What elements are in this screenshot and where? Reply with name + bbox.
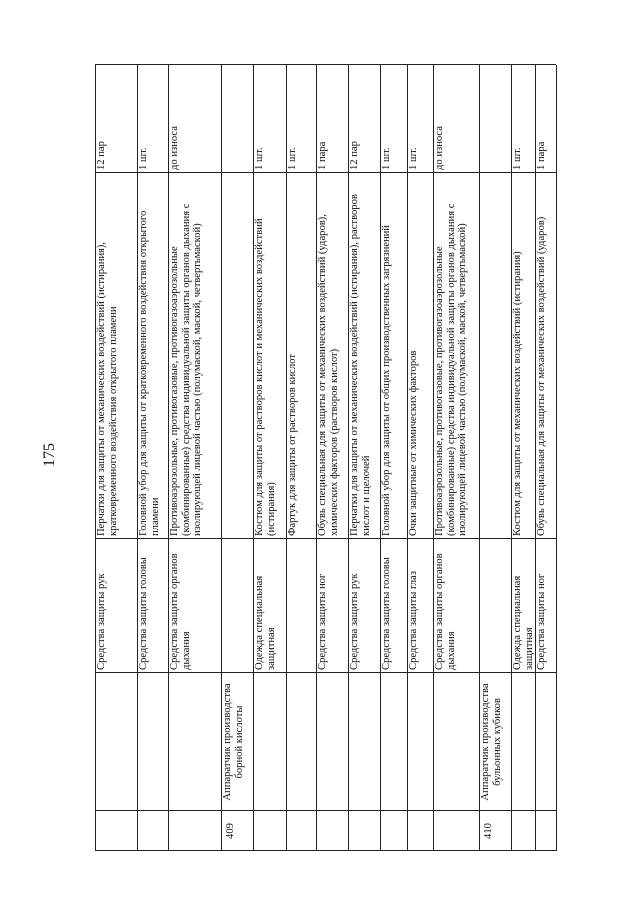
ppe-item-cell: Очки защитные от химических факторов xyxy=(408,350,419,536)
protection-type-cell: Одежда специальная защитная xyxy=(512,575,535,670)
profession-cell xyxy=(380,673,407,811)
profession-cell xyxy=(286,673,316,811)
ppe-item-cell: Костюм для защиты от механических воздействий (истирания) xyxy=(512,251,523,536)
ppe-item-cell: Обувь специальная для защиты от механических воздействий (ударов), химических факторов (растворов кислот) xyxy=(317,214,340,536)
ppe-item-cell: Перчатки для защиты от механических воздействий (истирания), кратковременного воздействия открытого пламени xyxy=(96,241,119,536)
row-number-cell xyxy=(95,811,137,851)
profession-cell xyxy=(433,673,479,811)
row-divider xyxy=(556,65,557,851)
quantity-cell xyxy=(479,65,511,173)
protection-type-cell: Средства защиты ног xyxy=(536,573,547,670)
protection-type-cell: Средства защиты рук xyxy=(96,573,107,670)
protection-type-cell xyxy=(479,539,511,673)
ppe-item-cell: Обувь специальная для защиты от механических воздействий (ударов) xyxy=(536,216,547,536)
protection-type-cell: Средства защиты органов дыхания xyxy=(169,553,192,670)
quantity-cell: до износа xyxy=(169,126,180,170)
ppe-item-cell: Фартук для защиты от растворов кислот xyxy=(287,354,298,536)
profession-cell xyxy=(168,673,221,811)
quantity-cell: 1 пара xyxy=(536,141,547,170)
protection-type-cell xyxy=(221,539,253,673)
quantity-cell: 1 шт. xyxy=(138,147,149,170)
protection-type-cell xyxy=(286,539,316,673)
protection-type-cell: Средства защиты глаз xyxy=(408,571,419,670)
ppe-item-cell: Противоаэрозольные, противогазовые, противогазоаэрозольные (комбинированные) средства индивидуальной защиты органов дыхания с изолирующей лицевой частью (полумаской, маской, четвертьмаской) xyxy=(434,203,469,536)
ppe-item-cell: Головной убор для защиты от кратковременного воздействия открытого пламени xyxy=(138,210,161,536)
ppe-item-cell: Противоаэрозольные, противогазовые, противогазоаэрозольные (комбинированные) средства индивидуальной защиты органов дыхания с изолирующей лицевой частью (полумаской, маской, четвертьмаской) xyxy=(169,203,204,536)
profession-cell xyxy=(95,673,137,811)
protection-type-cell: Средства защиты органов дыхания xyxy=(434,553,457,670)
row-number-cell xyxy=(137,811,168,851)
row-number-cell xyxy=(407,811,433,851)
quantity-cell xyxy=(221,65,253,173)
protection-type-cell: Средства защиты головы xyxy=(138,557,149,670)
row-number-cell xyxy=(511,811,535,851)
protection-type-cell: Средства защиты рук xyxy=(349,573,360,670)
row-number-cell xyxy=(433,811,479,851)
protection-type-cell: Одежда специальная защитная xyxy=(254,575,277,670)
row-number-cell xyxy=(316,811,348,851)
profession-cell xyxy=(348,673,380,811)
row-number-cell xyxy=(168,811,221,851)
row-number-cell xyxy=(535,811,556,851)
ppe-item-cell: Костюм для защиты от растворов кислот и механических воздействий (истирания) xyxy=(254,218,277,536)
quantity-cell: 12 пар xyxy=(349,141,360,170)
ppe-item-cell: Перчатки для защиты от механических воздействий (истирания), растворов кислот и щелочей xyxy=(349,194,372,536)
profession-cell xyxy=(316,673,348,811)
profession-cell: Аппаратчик производства борной кислоты xyxy=(222,683,245,801)
row-number-cell xyxy=(348,811,380,851)
profession-cell: Аппаратчик производства бульонных кубиков xyxy=(480,683,503,801)
quantity-cell: 1 шт. xyxy=(512,147,523,170)
quantity-cell: 1 шт. xyxy=(254,147,265,170)
ppe-item-cell: Головной убор для защиты от общих производственных загрязнений xyxy=(381,225,392,536)
page-number: 175 xyxy=(41,443,58,467)
row-number-cell: 410 xyxy=(483,823,494,839)
quantity-cell: 12 пар xyxy=(96,141,107,170)
profession-cell xyxy=(407,673,433,811)
quantity-cell: 1 пара xyxy=(317,141,328,170)
profession-cell xyxy=(535,673,556,811)
quantity-cell: до износа xyxy=(434,126,445,170)
profession-cell xyxy=(137,673,168,811)
profession-cell xyxy=(511,673,535,811)
ppe-item-cell xyxy=(221,173,253,539)
profession-cell xyxy=(253,673,286,811)
row-number-cell xyxy=(286,811,316,851)
row-number-cell xyxy=(253,811,286,851)
quantity-cell: 1 шт. xyxy=(408,147,419,170)
quantity-cell: 1 шт. xyxy=(287,147,298,170)
ppe-item-cell xyxy=(479,173,511,539)
protection-type-cell: Средства защиты ног xyxy=(317,573,328,670)
row-number-cell: 409 xyxy=(225,823,236,839)
row-number-cell xyxy=(380,811,407,851)
quantity-cell: 1 шт. xyxy=(381,147,392,170)
ppe-norms-table xyxy=(95,65,556,851)
protection-type-cell: Средства защиты головы xyxy=(381,557,392,670)
